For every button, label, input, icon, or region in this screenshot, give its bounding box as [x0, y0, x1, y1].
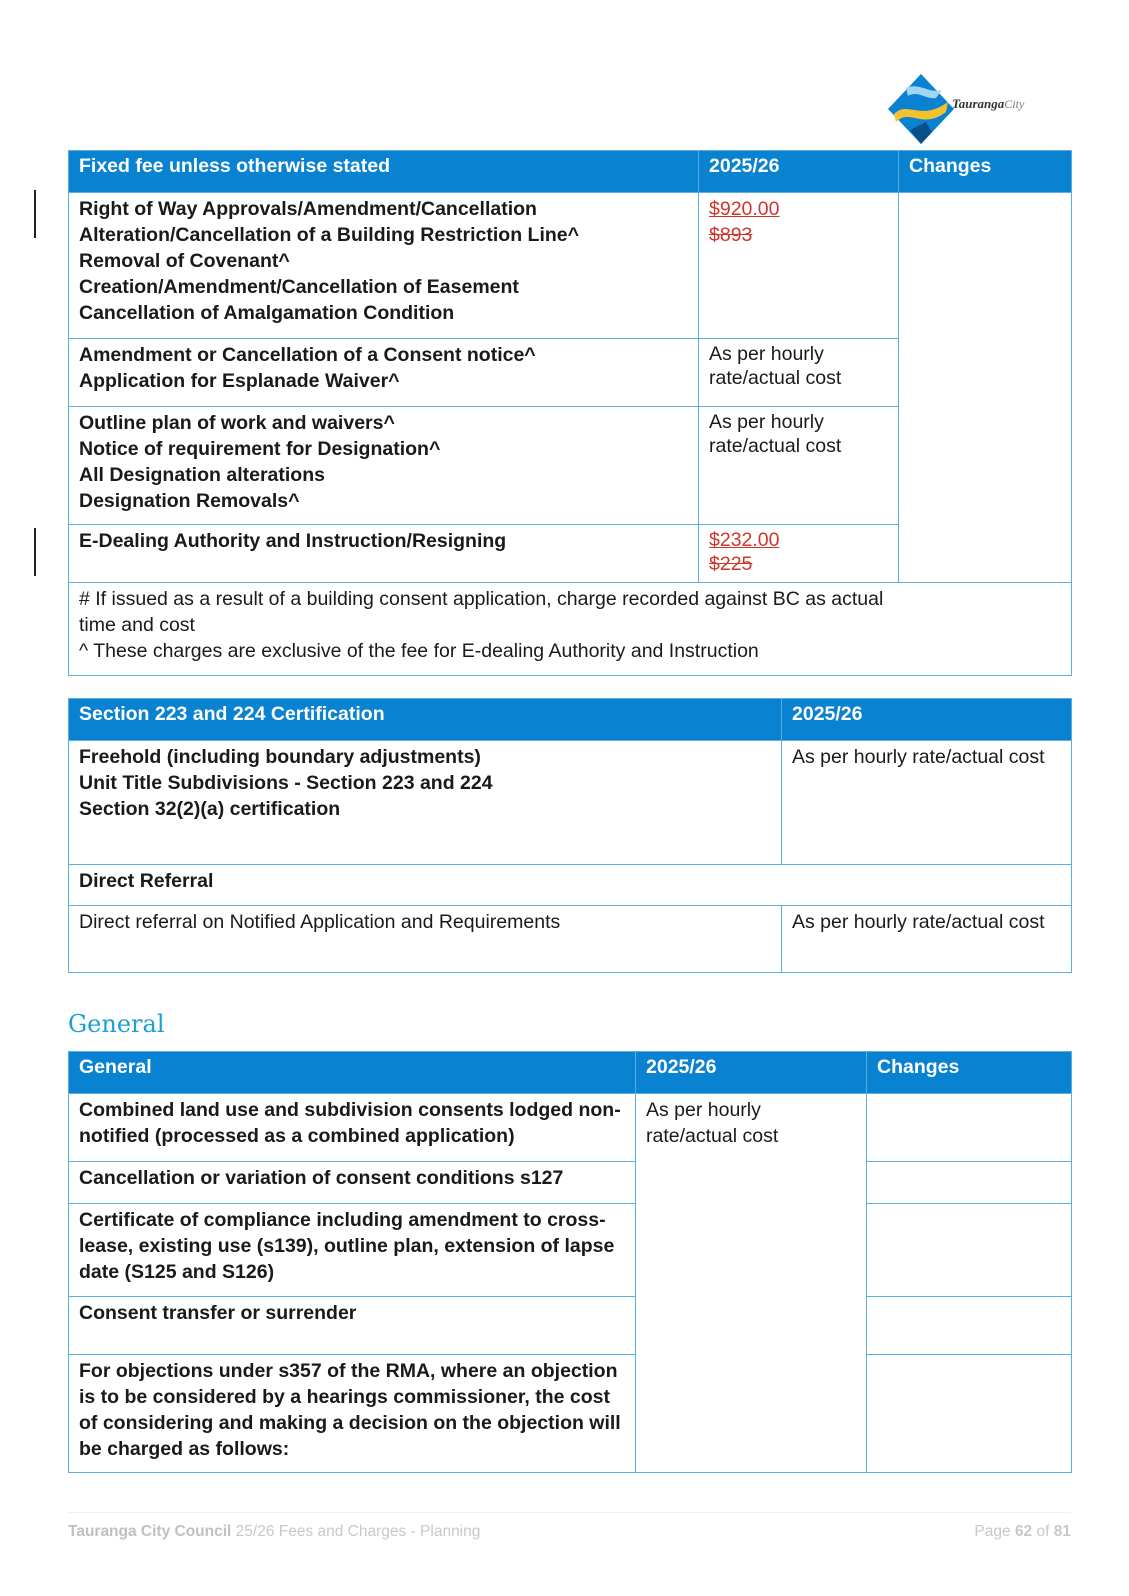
- table-header-row: [69, 151, 1072, 193]
- fee-item: Creation/Amendment/Cancellation of Easement: [79, 276, 519, 298]
- revision-change-bar: [34, 528, 36, 576]
- fee-value-cell: As per hourly rate/actual cost: [782, 906, 1072, 973]
- changes-cell: [899, 407, 1072, 525]
- certification-table: [68, 698, 1072, 973]
- fee-item-cell: [69, 193, 699, 339]
- column-header: 2025/26: [782, 699, 1072, 741]
- new-fee-value: $920.00: [709, 198, 780, 220]
- changes-cell: [899, 339, 1072, 407]
- table-row: [69, 1162, 1072, 1204]
- changes-cell: [867, 1204, 1072, 1297]
- general-table: [68, 1051, 1072, 1473]
- current-page: 62: [1014, 1523, 1033, 1540]
- new-fee-value: $232.00: [709, 529, 780, 551]
- fee-item-cell: Direct referral on Notified Application and Requirements: [69, 906, 782, 973]
- fee-item: Alteration/Cancellation of a Building Restriction Line^: [79, 224, 580, 246]
- footer-doc-title: 25/26 Fees and Charges - Planning: [235, 1523, 481, 1540]
- column-header: 2025/26: [636, 1052, 867, 1094]
- fee-item-cell: For objections under s357 of the RMA, where an objection is to be considered by a hearings commissioner, the cost of considering and making a decision on the objection will be charged as follows:: [69, 1355, 636, 1473]
- fee-value-cell: As per hourly rate/actual cost: [699, 339, 899, 407]
- tauranga-city-logo: [886, 72, 1058, 146]
- column-header: Changes: [867, 1052, 1072, 1094]
- fee-item-cell: Cancellation or variation of consent conditions s127: [69, 1162, 636, 1204]
- footnote: ^ These charges are exclusive of the fee for E-dealing Authority and Instruction: [79, 640, 759, 662]
- logo-city: City: [1004, 97, 1025, 111]
- old-fee-value: $225: [709, 553, 753, 575]
- table-row: [69, 339, 1072, 407]
- fee-value-cell: As per hourly rate/actual cost: [636, 1094, 867, 1355]
- fee-item: Cancellation of Amalgamation Condition: [79, 302, 455, 324]
- page-number: Page 62 of 81: [974, 1523, 1071, 1540]
- changes-cell: [867, 1355, 1072, 1473]
- table-subheading-row: [69, 865, 1072, 906]
- old-fee-value: $893: [709, 224, 753, 246]
- column-header: 2025/26: [699, 151, 899, 193]
- footer-left: [68, 1523, 480, 1541]
- general-section-heading: General: [68, 1010, 165, 1038]
- table-row: [69, 193, 1072, 339]
- column-header: Changes: [899, 151, 1072, 193]
- revision-change-bar: [34, 190, 36, 238]
- table-row: [69, 525, 1072, 583]
- fee-item: Outline plan of work and waivers^: [79, 412, 395, 434]
- table-header-row: [69, 699, 1072, 741]
- fee-item-cell: E-Dealing Authority and Instruction/Resigning: [69, 525, 699, 583]
- total-pages: 81: [1053, 1523, 1071, 1540]
- changes-cell: [867, 1297, 1072, 1355]
- table-row: [69, 1297, 1072, 1355]
- fee-value-cell: [699, 525, 899, 583]
- table-row: [69, 906, 1072, 973]
- fee-item: All Designation alterations: [79, 464, 325, 486]
- column-header: Fixed fee unless otherwise stated: [69, 151, 699, 193]
- footer-org: Tauranga City Council: [68, 1523, 232, 1540]
- fee-item: Application for Esplanade Waiver^: [79, 370, 400, 392]
- fee-item: Designation Removals^: [79, 490, 300, 512]
- column-header: Section 223 and 224 Certification: [69, 699, 782, 741]
- table-notes-row: [69, 583, 1072, 676]
- logo-mark-icon: [886, 72, 956, 146]
- fee-item-cell: Certificate of compliance including amendment to cross-lease, existing use (s139), outline plan, extension of lapse date (S125 and S126): [69, 1204, 636, 1297]
- changes-cell: [899, 525, 1072, 583]
- fee-item-cell: [69, 741, 782, 865]
- fee-item: Notice of requirement for Designation^: [79, 438, 441, 460]
- fee-item-cell: Consent transfer or surrender: [69, 1297, 636, 1355]
- fee-item: Section 32(2)(a) certification: [79, 798, 341, 820]
- fee-value-cell: [699, 193, 899, 339]
- fee-item: Amendment or Cancellation of a Consent notice^: [79, 344, 536, 366]
- footer-divider: [68, 1512, 1071, 1513]
- changes-cell: [867, 1094, 1072, 1162]
- fee-item: Freehold (including boundary adjustments): [79, 746, 481, 768]
- table-header-row: [69, 1052, 1072, 1094]
- table-row: [69, 1094, 1072, 1162]
- footnote: # If issued as a result of a building consent application, charge recorded against BC as actual time and cost: [79, 588, 884, 636]
- direct-referral-subheading: Direct Referral: [69, 865, 1072, 906]
- table-row: [69, 407, 1072, 525]
- fee-item: Removal of Covenant^: [79, 250, 290, 272]
- fee-value-cell: [636, 1355, 867, 1473]
- column-header: General: [69, 1052, 636, 1094]
- fee-value-cell: As per hourly rate/actual cost: [782, 741, 1072, 865]
- fee-item-cell: [69, 339, 699, 407]
- table-row: [69, 1204, 1072, 1297]
- fee-item-cell: Combined land use and subdivision consents lodged non-notified (processed as a combined application): [69, 1094, 636, 1162]
- changes-cell: [867, 1162, 1072, 1204]
- changes-cell: [899, 193, 1072, 339]
- fee-item: Right of Way Approvals/Amendment/Cancellation: [79, 198, 537, 220]
- fee-item-cell: [69, 407, 699, 525]
- table-row: [69, 1355, 1072, 1473]
- logo-name: Tauranga: [952, 96, 1005, 111]
- fee-value-cell: As per hourly rate/actual cost: [699, 407, 899, 525]
- fixed-fee-table: [68, 150, 1072, 676]
- fee-item: Unit Title Subdivisions - Section 223 and 224: [79, 772, 493, 794]
- table-row: [69, 741, 1072, 865]
- notes-cell: [69, 583, 1072, 676]
